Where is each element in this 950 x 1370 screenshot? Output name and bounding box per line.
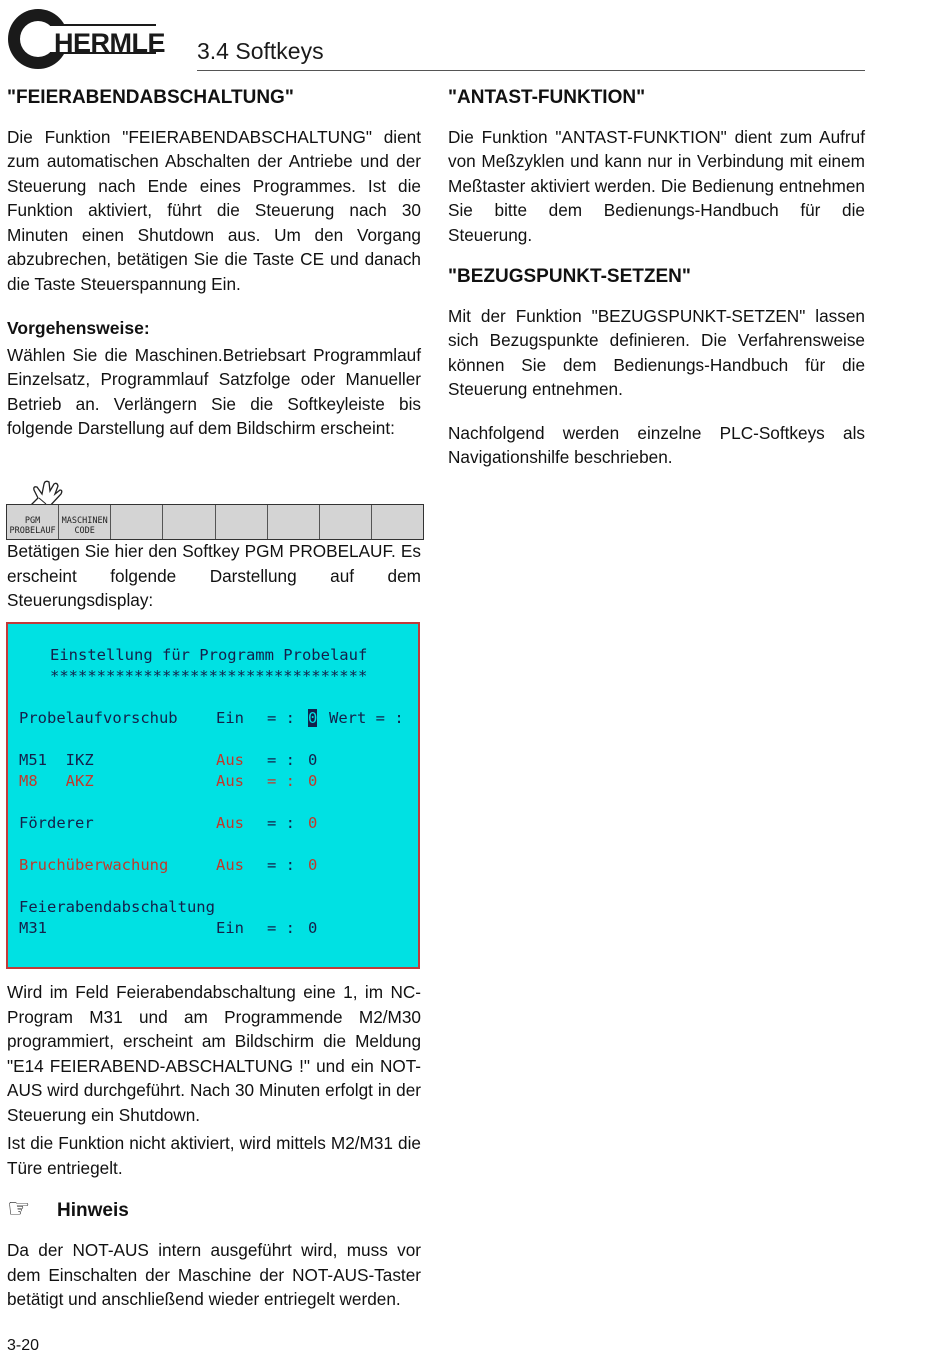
hinweis-heading: Hinweis (57, 1200, 129, 1221)
screen-row-value: 0 (308, 772, 318, 790)
heading-bezugspunkt-setzen: "BEZUGSPUNKT-SETZEN" (448, 266, 691, 287)
screen-row-label: Probelaufvorschub (19, 709, 178, 727)
procedure-heading: Vorgehensweise: (7, 318, 150, 338)
intro-paragraph: Die Funktion "FEIERABENDABSCHALTUNG" dient zum automatischen Abschalten der Antriebe und der Steuerung nach Ende eines Programmes. Ist die Funktion aktiviert, führt die Steuerung nach 30 Minuten einen Shutdown aus. Um den Vorgang abzubrechen, betätigen Sie die Taste CE und danach die Taste Steuerspannung Ein. (7, 126, 421, 294)
after-screen-paragraph-2: Ist die Funktion nicht aktiviert, wird mittels M2/M31 die Türe entriegelt. (7, 1133, 421, 1178)
screen-row-value: 0 (308, 814, 318, 832)
softkey-empty-8[interactable] (372, 505, 423, 539)
hinweis-paragraph: Da der NOT-AUS intern ausgeführt wird, muss vor dem Einschalten der Maschine der NOT-AUS-Taster betätigt und anschließend wieder entriegelt werden. (7, 1240, 421, 1309)
left-column-intro (7, 86, 421, 441)
screen-row-label: Feierabendabschaltung (19, 898, 215, 916)
screen-row-state: Aus (216, 814, 244, 832)
logo-text: HERMLE (54, 28, 165, 58)
screen-row-label: M8 AKZ (19, 772, 94, 790)
after-screen-text-block (7, 980, 421, 1180)
procedure-paragraph: Wählen Sie die Maschinen.Betriebsart Programmlauf Einzelsatz, Programmlauf Satzfolge oder Manueller Betrieb an. Verlängern Sie die Softkeyleiste bis folgende Darstellung auf dem Bildschirm erscheint: (7, 344, 421, 438)
softkey-maschinen-code[interactable]: MASCHINEN CODE (59, 505, 111, 539)
screen-title: Einstellung für Programm Probelauf (50, 646, 368, 664)
after-softkey-paragraph: Betätigen Sie hier den Softkey PGM PROBELAUF. Es erscheint folgende Darstellung auf dem Steuerungsdisplay: (7, 541, 421, 610)
right-column (448, 86, 865, 470)
screen-stars: ********************************** (50, 667, 368, 685)
screen-row-value: 0 (308, 856, 318, 874)
screen-row-state: Aus (216, 772, 244, 790)
screen-row-state: Ein (216, 709, 244, 727)
screen-row-label: M31 (19, 919, 47, 937)
control-display (6, 622, 420, 969)
screen-row-eq: = : (267, 856, 295, 874)
screen-wert-label: Wert = : (329, 709, 404, 727)
navigation-paragraph: Nachfolgend werden einzelne PLC-Softkeys als Navigationshilfe beschrieben. (448, 422, 865, 467)
screen-row-state: Aus (216, 751, 244, 769)
screen-row-eq: = : (267, 709, 295, 727)
after-softkey-text-block (7, 539, 421, 613)
softkey-empty-3[interactable] (111, 505, 163, 539)
header-divider (197, 70, 865, 71)
hinweis-text-block (7, 1238, 421, 1312)
antast-paragraph: Die Funktion "ANTAST-FUNKTION" dient zum Aufruf von Meßzyklen und kann nur in Verbindung mit einem Meßtaster aktiviert werden. Die Bedienung entnehmen Sie bitte dem Bedienungs-Handbuch für die Steuerung. (448, 126, 865, 245)
pointing-hand-icon: ☞ (7, 1193, 31, 1223)
softkey-empty-5[interactable] (216, 505, 268, 539)
softkey-empty-4[interactable] (163, 505, 215, 539)
softkey-empty-6[interactable] (268, 505, 320, 539)
screen-row-state: Aus (216, 856, 244, 874)
screen-row-state: Ein (216, 919, 244, 937)
softkey-empty-7[interactable] (320, 505, 372, 539)
screen-input-cursor[interactable]: 0 (308, 709, 318, 727)
heading-feierabendabschaltung: "FEIERABENDABSCHALTUNG" (7, 87, 294, 108)
page-number: 3-20 (7, 1337, 40, 1354)
screen-row-eq: = : (267, 919, 295, 937)
screen-row-value: 0 (308, 919, 318, 937)
softkey-bar (6, 504, 424, 540)
bezugspunkt-paragraph: Mit der Funktion "BEZUGSPUNKT-SETZEN" lassen sich Bezugspunkte definieren. Die Verfahrensweise können Sie dem Bedienungs-Handbuch für die Steuerung entnehmen. (448, 305, 865, 399)
screen-row-value: 0 (308, 751, 318, 769)
screen-row-eq: = : (267, 751, 295, 769)
company-logo (6, 6, 165, 72)
screen-row-eq: = : (267, 772, 295, 790)
screen-row-label: Bruchüberwachung (19, 856, 169, 874)
screen-row-eq: = : (267, 814, 295, 832)
after-screen-paragraph-1: Wird im Feld Feierabendabschaltung eine 1, im NC-Program M31 und am Programmende M2/M30 programmiert, erscheint am Bildschirm die Meldung "E14 FEIERABEND-ABSCHALTUNG !" und ein NOT-AUS wird durchgeführt. Nach 30 Minuten erfolgt in der Steuerung ein Shutdown. (7, 982, 421, 1125)
section-title: 3.4 Softkeys (197, 38, 324, 64)
heading-antast-funktion: "ANTAST-FUNKTION" (448, 87, 646, 108)
screen-row-label: Förderer (19, 814, 94, 832)
screen-row-label: M51 IKZ (19, 751, 94, 769)
softkey-pgm-probelauf[interactable]: PGM PROBELAUF (7, 505, 59, 539)
